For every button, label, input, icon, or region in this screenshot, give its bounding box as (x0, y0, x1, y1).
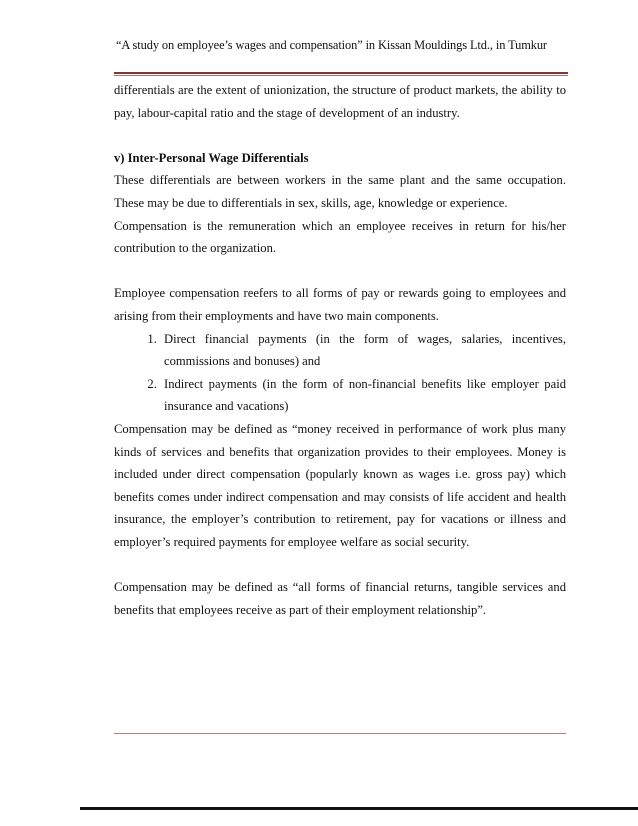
definition-paragraph: Compensation may be defined as “all forms of financial returns, tangible services and benefits that employees receive as part of their employment relationship”. (114, 580, 566, 617)
paragraph-spacer (114, 553, 566, 576)
section-paragraph: Compensation is the remuneration which an employee receives in return for his/her contribution to the organization. (114, 218, 566, 256)
intro-paragraph: differentials are the extent of unionization, the structure of product markets, the ability to pay, labour-capital ratio and the stage of development of an industry. (114, 83, 566, 120)
footer-rule (114, 733, 566, 734)
list-item: 2. Indirect payments (in the form of non-financial benefits like employer paid insurance and vacations) (160, 373, 566, 418)
running-header: “A study on employee’s wages and compensation” in Kissan Mouldings Ltd., in Tumkur (116, 38, 547, 52)
definition-paragraph: Compensation may be defined as “money received in performance of work plus many kinds of services and benefits that organization provides to their employees. Money is included under direct compensation (popularly known as wages i.e. gross pay) which benefits comes under indirect compensation and may consists of life accident and health insurance, the employer’s contribution to retirement, pay for vacations or illness and employer’s required payments for employee welfare as social security. (114, 421, 566, 549)
paragraph-spacer (114, 260, 566, 283)
paragraph-spacer (114, 124, 566, 147)
section-heading: v) Inter-Personal Wage Differentials (114, 150, 309, 165)
header-rule (114, 72, 568, 74)
section-paragraph: These differentials are between workers in the same plant and the same occupation. These may be due to differentials in sex, skills, age, knowledge or experience. (114, 173, 566, 210)
components-list (114, 328, 566, 418)
list-item: 1. Direct financial payments (in the form of wages, salaries, incentives, commissions and bonuses) and (160, 328, 566, 373)
page-body (114, 79, 566, 621)
page-bottom-rule (80, 807, 638, 810)
employee-compensation-paragraph: Employee compensation reefers to all forms of pay or rewards going to employees and arising from their employments and have two main components. (114, 286, 566, 323)
header-rule-secondary (114, 75, 568, 76)
